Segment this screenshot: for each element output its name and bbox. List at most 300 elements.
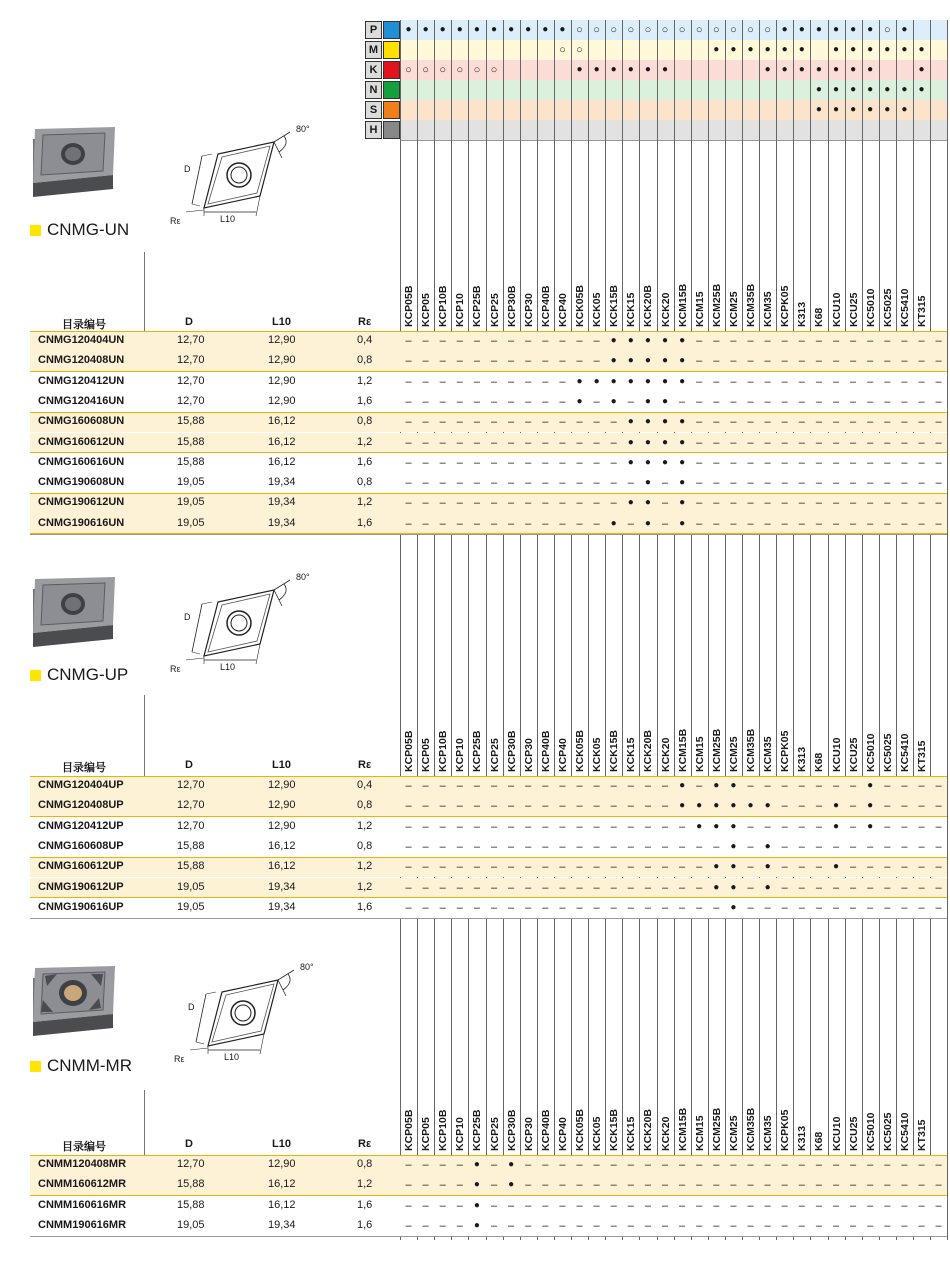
grid-line: [554, 20, 555, 1240]
dim-l10: 19,34: [268, 1218, 296, 1231]
grade-mark: –: [593, 881, 600, 894]
grade-mark: –: [935, 840, 942, 853]
grade-mark: –: [559, 497, 566, 510]
grade-mark: –: [473, 477, 480, 490]
grade-mark: –: [832, 477, 840, 490]
grade-label: KC5025: [881, 733, 894, 772]
grade-mark: –: [559, 395, 566, 408]
grade-mark: ●: [644, 497, 651, 509]
grade-mark: –: [525, 840, 532, 853]
grade-label: KCK05: [591, 1116, 604, 1151]
grade-mark: –: [525, 1159, 532, 1171]
grade-label: KCM25B: [710, 1107, 723, 1151]
grade-mark: –: [884, 1159, 891, 1171]
grade-mark: –: [867, 416, 874, 429]
grade-mark: –: [901, 881, 908, 894]
grade-mark: –: [439, 1199, 446, 1212]
grade-mark: ●: [644, 355, 651, 367]
dim-l10: 16,12: [268, 839, 296, 852]
grade-mark: –: [764, 1159, 771, 1171]
grade-mark: –: [815, 436, 822, 449]
grade-mark: –: [508, 355, 515, 368]
grade-mark: –: [576, 800, 583, 813]
grade-mark: –: [815, 517, 822, 530]
material-mark: ●: [901, 84, 908, 95]
grade-mark: –: [901, 355, 908, 368]
grade-mark: –: [850, 1219, 857, 1232]
material-mark: ○: [678, 24, 686, 36]
grade-mark: –: [576, 456, 583, 469]
grade-mark: ●: [473, 1219, 480, 1231]
part-number: CNMG120416UN: [38, 394, 125, 407]
material-color-P: [383, 21, 400, 39]
material-mark: ●: [798, 44, 805, 55]
grid-line: [588, 20, 589, 1240]
grade-mark: –: [815, 901, 822, 914]
grade-mark: ●: [696, 800, 703, 812]
grade-mark: –: [935, 1159, 942, 1171]
grade-mark: –: [422, 416, 429, 429]
material-mark: ●: [867, 104, 874, 115]
grade-mark: –: [627, 1159, 634, 1171]
grade-mark: –: [593, 1199, 600, 1212]
material-mark: ●: [798, 24, 805, 35]
grade-mark: –: [593, 335, 600, 347]
material-mark: ●: [713, 44, 720, 55]
grade-mark: –: [798, 436, 805, 449]
grade-label: KCP10B: [437, 730, 450, 772]
insert-photo: [25, 964, 120, 1044]
grade-mark: –: [764, 436, 771, 449]
grade-mark: –: [661, 477, 669, 490]
part-number: CNMG160616UN: [38, 455, 125, 468]
grade-label: KCK20: [659, 1116, 672, 1151]
dim-re: 0,8: [357, 799, 373, 812]
grade-mark: –: [593, 517, 600, 530]
grade-mark: –: [884, 881, 891, 894]
grade-label: KCPK05: [779, 285, 792, 327]
material-mark: ○: [576, 24, 583, 36]
section-title-text: CNMM-MR: [47, 1056, 132, 1075]
grade-mark: ●: [679, 497, 686, 509]
grade-mark: –: [747, 395, 754, 408]
grade-mark: –: [525, 901, 532, 914]
grade-mark: –: [661, 901, 669, 914]
grade-mark: –: [901, 800, 908, 813]
dim-d: 19,05: [177, 1218, 205, 1231]
grid-line: [400, 20, 401, 1240]
grade-mark: –: [832, 1199, 840, 1212]
grade-mark: ●: [713, 800, 720, 812]
material-mark: ●: [627, 64, 634, 75]
grade-label: KCPK05: [779, 730, 792, 772]
grade-mark: –: [850, 436, 857, 449]
grade-mark: ●: [679, 416, 686, 428]
grade-mark: –: [815, 780, 822, 792]
grade-mark: –: [405, 416, 412, 429]
grade-mark: –: [901, 436, 908, 449]
material-letter-M: M: [365, 41, 382, 59]
l10-label: L10: [220, 662, 236, 672]
material-mark: ●: [901, 104, 908, 115]
grade-mark: –: [542, 820, 549, 833]
dim-re: 1,2: [357, 374, 373, 387]
dim-re: 1,2: [357, 435, 373, 448]
grade-mark: –: [559, 517, 566, 530]
grade-mark: –: [679, 820, 686, 833]
grade-mark: –: [593, 497, 600, 510]
grade-mark: –: [525, 881, 532, 894]
grade-mark: –: [713, 840, 720, 853]
material-mark: ●: [850, 64, 857, 75]
grade-label: KCK20B: [642, 1108, 655, 1151]
grade-mark: –: [884, 1199, 891, 1212]
grade-mark: –: [644, 1199, 651, 1212]
grade-mark: –: [867, 436, 874, 449]
grade-mark: –: [713, 1219, 720, 1232]
re-label: Rε: [170, 664, 181, 674]
grid-line: [879, 20, 880, 1240]
grade-mark: –: [593, 395, 600, 408]
grade-mark: ●: [832, 820, 840, 832]
grade-mark: ●: [867, 780, 874, 791]
grade-mark: –: [439, 497, 446, 510]
grade-mark: –: [627, 840, 634, 853]
grade-mark: –: [559, 477, 566, 490]
material-mark: ●: [781, 64, 788, 75]
grade-mark: –: [542, 861, 549, 874]
grade-mark: –: [525, 497, 532, 510]
grade-mark: –: [542, 800, 549, 813]
grade-mark: –: [490, 355, 498, 368]
grade-mark: ●: [473, 1199, 480, 1211]
grade-mark: –: [850, 517, 857, 530]
material-mark: ●: [644, 64, 651, 75]
material-mark: ●: [559, 24, 566, 35]
grade-mark: –: [525, 861, 532, 874]
grade-mark: –: [901, 477, 908, 490]
grade-mark: –: [405, 335, 412, 347]
grade-mark: –: [439, 355, 446, 368]
header-l10: L10: [272, 1138, 291, 1150]
grade-label: KCK05B: [574, 729, 586, 772]
grade-mark: –: [405, 1159, 412, 1171]
grade-mark: –: [525, 780, 532, 792]
insert-dimension-diagram: [186, 130, 316, 225]
grade-mark: –: [542, 375, 549, 388]
grade-mark: –: [610, 1219, 617, 1232]
grade-mark: –: [644, 800, 651, 813]
material-mark: ●: [815, 64, 822, 75]
header-part: 目录编号: [62, 319, 106, 331]
grade-mark: ●: [696, 820, 703, 832]
dim-re: 0,8: [357, 354, 373, 367]
grade-mark: ●: [679, 355, 686, 367]
material-color-H: [383, 121, 400, 139]
material-mark: ●: [867, 44, 874, 55]
grade-mark: –: [764, 477, 771, 490]
grade-mark: –: [405, 840, 412, 853]
grade-mark: –: [490, 436, 498, 449]
grade-mark: –: [815, 840, 822, 853]
material-mark: ●: [439, 24, 446, 35]
grade-mark: –: [644, 861, 651, 874]
grade-mark: –: [867, 1219, 874, 1232]
grade-mark: –: [576, 780, 583, 792]
grade-mark: –: [918, 517, 925, 530]
part-number: CNMG190616UP: [38, 900, 124, 913]
dim-l10: 16,12: [268, 435, 296, 448]
material-mark: ●: [764, 44, 771, 55]
grade-mark: –: [747, 901, 754, 914]
grade-label: KCM15B: [676, 283, 689, 327]
grade-mark: –: [781, 477, 788, 490]
grade-mark: ●: [764, 840, 771, 852]
material-mark: ●: [850, 44, 857, 55]
grade-mark: –: [439, 1219, 446, 1232]
grade-mark: ●: [644, 456, 651, 468]
header-re: Rε: [358, 1138, 372, 1150]
grade-mark: –: [798, 1159, 805, 1171]
grade-mark: –: [850, 456, 857, 469]
grade-label: KCK05B: [574, 284, 586, 327]
grade-mark: –: [918, 1199, 925, 1212]
re-label: Rε: [174, 1054, 185, 1064]
grade-mark: –: [696, 881, 703, 894]
grade-mark: –: [867, 517, 874, 530]
grade-mark: –: [918, 355, 925, 368]
grade-mark: –: [473, 375, 480, 388]
grade-mark: –: [473, 517, 480, 530]
grade-mark: –: [918, 477, 925, 490]
material-mark: ○: [730, 24, 737, 36]
dim-re: 1,2: [357, 1178, 373, 1191]
grade-mark: –: [713, 1159, 720, 1171]
grid-line: [537, 20, 538, 1240]
grade-label: KCM15: [693, 736, 706, 772]
grade-mark: –: [713, 1179, 720, 1192]
grid-line: [639, 20, 640, 1240]
material-mark: ●: [490, 24, 498, 35]
grade-label: KCM15B: [676, 728, 689, 772]
material-mark: ●: [781, 24, 788, 35]
grade-mark: –: [901, 456, 908, 469]
grade-mark: ●: [644, 395, 651, 407]
grade-mark: –: [610, 1179, 617, 1192]
grade-mark: –: [935, 416, 942, 429]
grade-label: KC5025: [881, 288, 894, 327]
grade-mark: –: [422, 901, 429, 914]
grade-mark: –: [610, 497, 617, 510]
header-d: D: [185, 316, 193, 328]
grade-mark: –: [576, 881, 583, 894]
grade-mark: –: [405, 861, 412, 874]
header-separator: [144, 252, 145, 331]
dim-l10: 16,12: [268, 455, 296, 468]
material-mark: ●: [901, 44, 908, 55]
grade-mark: –: [935, 436, 942, 449]
grade-mark: –: [525, 1219, 532, 1232]
grade-mark: –: [576, 1179, 583, 1192]
grade-mark: –: [508, 820, 515, 833]
grade-mark: –: [542, 780, 549, 792]
dim-l10: 19,34: [268, 476, 296, 489]
dim-l10: 16,12: [268, 1198, 296, 1211]
grade-mark: –: [815, 1219, 822, 1232]
grade-mark: –: [798, 477, 805, 490]
grade-mark: ●: [473, 1159, 480, 1170]
grade-label: KCP30B: [505, 730, 518, 772]
dim-re: 0,8: [357, 415, 373, 428]
grade-mark: –: [730, 1199, 737, 1212]
grade-mark: –: [508, 375, 515, 388]
grade-mark: –: [405, 820, 412, 833]
grade-mark: –: [884, 416, 891, 429]
section-bottom-line: [30, 918, 947, 919]
grade-mark: –: [456, 820, 463, 833]
part-number: CNMG120412UP: [38, 819, 124, 832]
header-re: Rε: [358, 316, 372, 328]
grade-mark: –: [490, 1199, 498, 1212]
d-label: D: [184, 164, 191, 174]
grade-mark: –: [713, 375, 720, 388]
grade-mark: –: [764, 375, 771, 388]
grade-mark: –: [884, 840, 891, 853]
grade-mark: –: [679, 1199, 686, 1212]
grade-mark: –: [781, 840, 788, 853]
dim-re: 0,4: [357, 779, 373, 791]
grade-mark: –: [884, 800, 891, 813]
grade-mark: –: [850, 1179, 857, 1192]
material-mark: ●: [764, 64, 771, 75]
grade-mark: –: [456, 881, 463, 894]
section-title: [30, 1056, 132, 1076]
grade-mark: –: [815, 456, 822, 469]
grade-mark: ●: [610, 517, 617, 529]
grade-mark: –: [935, 800, 942, 813]
grade-label: K313: [796, 1125, 809, 1151]
grade-mark: –: [884, 456, 891, 469]
grade-mark: ●: [713, 861, 720, 873]
insert-dimension-diagram: [186, 578, 316, 673]
grade-mark: ●: [627, 375, 634, 387]
grade-mark: –: [781, 780, 788, 792]
grade-mark: –: [508, 335, 515, 347]
grade-mark: –: [593, 1159, 600, 1171]
grade-mark: ●: [644, 375, 651, 387]
grade-mark: –: [439, 881, 446, 894]
grade-mark: –: [610, 820, 617, 833]
grade-mark: ●: [730, 840, 737, 852]
grade-mark: –: [867, 395, 874, 408]
grade-mark: –: [798, 1219, 805, 1232]
grade-mark: –: [935, 901, 942, 914]
grade-label: KCP10B: [437, 1109, 450, 1151]
grade-mark: –: [901, 820, 908, 833]
angle-label: 80°: [300, 962, 314, 972]
grade-label: KC5410: [898, 288, 911, 327]
grade-mark: ●: [764, 881, 771, 893]
grade-mark: –: [781, 1159, 788, 1171]
part-number: CNMM160616MR: [38, 1198, 127, 1211]
grade-mark: –: [525, 355, 532, 368]
grade-mark: –: [815, 800, 822, 813]
grade-mark: –: [490, 820, 498, 833]
grade-mark: –: [781, 456, 788, 469]
material-mark: ●: [422, 24, 429, 35]
grade-label: KCP10: [454, 1117, 467, 1151]
grade-label: KC5010: [864, 288, 877, 327]
grade-label: KCM25: [727, 736, 740, 772]
dim-re: 1,6: [357, 1198, 373, 1211]
grade-mark: –: [747, 1199, 754, 1212]
grade-mark: –: [405, 436, 412, 449]
grade-mark: –: [764, 780, 771, 792]
grade-mark: –: [696, 416, 703, 429]
dim-d: 15,88: [177, 415, 205, 428]
material-mark: ○: [695, 24, 703, 36]
grade-label: KCM35B: [745, 728, 757, 772]
grade-mark: –: [593, 800, 600, 813]
grade-mark: –: [456, 1159, 463, 1171]
grade-mark: –: [832, 497, 840, 510]
dim-re: 1,6: [357, 394, 373, 407]
grade-mark: –: [884, 477, 891, 490]
grade-label: KCP30: [522, 1117, 535, 1151]
grade-mark: –: [405, 901, 412, 914]
grade-mark: –: [456, 901, 463, 914]
grade-mark: ●: [679, 780, 686, 791]
grade-mark: –: [747, 1179, 754, 1192]
section-bottom-line: [30, 534, 947, 535]
grade-mark: –: [832, 456, 840, 469]
grade-mark: –: [473, 335, 480, 347]
grade-mark: –: [456, 395, 463, 408]
grade-mark: –: [559, 436, 566, 449]
grade-mark: –: [935, 820, 942, 833]
grade-mark: –: [490, 335, 498, 347]
grade-mark: –: [644, 780, 651, 792]
material-mark: ○: [576, 44, 583, 56]
grade-label: KCP40: [556, 1117, 569, 1151]
grade-mark: –: [747, 335, 754, 347]
grade-mark: –: [456, 840, 463, 853]
part-number: CNMM120408MR: [38, 1158, 127, 1170]
material-mark: ●: [405, 24, 412, 35]
grade-mark: –: [730, 436, 737, 449]
grid-line: [417, 20, 418, 1240]
grade-mark: –: [456, 375, 463, 388]
grade-mark: –: [422, 477, 429, 490]
grade-mark: –: [525, 1199, 532, 1212]
grade-label: K313: [796, 301, 809, 327]
grade-label: KCM25B: [710, 728, 723, 772]
material-color-K: [383, 61, 400, 79]
grade-mark: –: [542, 335, 549, 347]
section-bottom-line: [30, 1236, 947, 1237]
material-mark: ○: [627, 24, 635, 36]
grade-mark: –: [815, 861, 822, 874]
grade-mark: –: [850, 477, 857, 490]
dim-d: 12,70: [177, 799, 205, 812]
grade-label: KCM15: [693, 1115, 706, 1151]
grade-mark: –: [490, 800, 498, 813]
grade-mark: –: [490, 1159, 498, 1171]
material-mark: ○: [422, 64, 429, 76]
material-mark: ●: [815, 24, 822, 35]
dim-d: 12,70: [177, 1158, 205, 1170]
grade-mark: –: [644, 1219, 651, 1232]
